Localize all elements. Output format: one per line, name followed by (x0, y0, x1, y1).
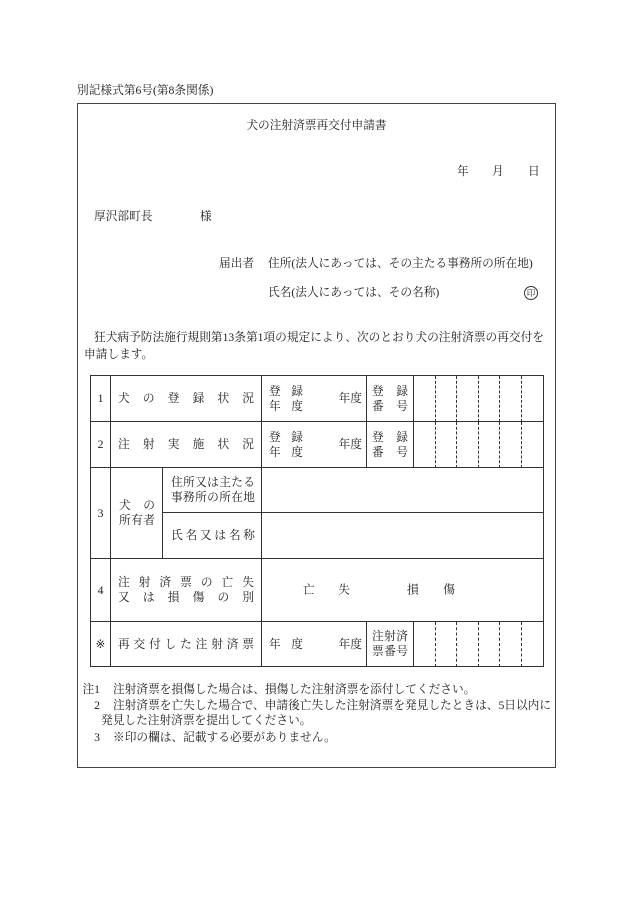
owner-label-line-1: 犬 の (119, 499, 155, 512)
owner-address-label-cell (163, 468, 262, 513)
vaccination-year-label-line-2: 年 度 (269, 445, 303, 459)
vaccination-year-field (309, 422, 367, 468)
owner-address-label-line-2: 事 務 所 の 所 在 地 (171, 491, 255, 504)
date-year-label: 年 (457, 165, 469, 178)
vaccination-status-label: 注 射 実 施 状 況 (118, 438, 254, 451)
registration-number-label-line-1: 登 録 (372, 384, 408, 398)
reissued-tag-label-cell (111, 622, 262, 667)
row-number: 4 (91, 559, 111, 622)
applicant-name-label: 氏名(法人にあっては、その名称) (268, 286, 440, 299)
reissued-tag-number-label-line-1: 注 射 済 (372, 630, 408, 643)
note-2-text-line-2: 発見した注射済票を提出してください。 (101, 714, 312, 727)
form-number: 別記様式第6号(第8条関係) (77, 84, 214, 97)
vaccination-year-label-line-1: 登 録 (269, 430, 303, 444)
date-month-label: 月 (492, 165, 504, 178)
owner-address-label-line-1: 住 所 又 は 主 た る (171, 476, 255, 489)
note-1-label: 注1 (82, 683, 100, 696)
owner-name-label-cell (163, 513, 262, 559)
applicant-label: 届出者 (219, 257, 255, 270)
vaccination-number-digit-box (522, 422, 544, 468)
reissued-tag-number-digit-box (457, 622, 479, 667)
body-text-line-2: 申請します。 (84, 348, 154, 361)
loss-or-damage-label-line-2: 又 は 損 傷 の 別 (118, 591, 254, 604)
registration-number-digit-box (500, 376, 522, 422)
loss-or-damage-label-line-1: 注 射 済 票 の 亡 失 (118, 576, 254, 589)
vaccination-year-suffix: 年度 (338, 438, 362, 451)
registration-number-digit-box (479, 376, 500, 422)
reissued-tag-label: 再 交 付 し た 注 射 済 票 (118, 637, 254, 651)
registration-number-digit-box (522, 376, 544, 422)
registration-status-label: 犬 の 登 録 状 況 (118, 392, 254, 405)
application-table (90, 375, 544, 667)
registration-number-digit-box (414, 376, 436, 422)
owner-address-field (262, 468, 544, 513)
row-number: ※ (91, 622, 111, 667)
row-number: 1 (91, 376, 111, 422)
reissued-tag-number-digit-box (414, 622, 436, 667)
reissued-tag-number-digit-box (500, 622, 522, 667)
loss-or-damage-field (262, 559, 544, 622)
form-title: 犬の注射済票再交付申請書 (246, 119, 387, 132)
reissued-year-label: 年 度 (269, 637, 303, 651)
registration-number-label-line-2: 番 号 (372, 399, 408, 413)
registration-year-suffix: 年度 (338, 392, 362, 405)
vaccination-number-label-line-1: 登 録 (372, 430, 408, 444)
reissued-tag-number-digit-box (436, 622, 457, 667)
row-number: 2 (91, 422, 111, 468)
registration-number-digit-box (457, 376, 479, 422)
vaccination-number-label-cell (367, 422, 414, 468)
registration-year-label-cell (262, 376, 309, 422)
registration-number-digit-box (436, 376, 457, 422)
addressee-honorific: 様 (200, 210, 212, 223)
note-3-text: ※印の欄は、記載する必要がありません。 (113, 731, 336, 744)
note-1-text: 注射済票を損傷した場合は、損傷した注射済票を添付してください。 (113, 683, 476, 696)
vaccination-number-digit-box (414, 422, 436, 468)
vaccination-number-digit-box (479, 422, 500, 468)
owner-label-cell (111, 468, 163, 559)
owner-name-field (262, 513, 544, 559)
reissued-tag-number-digit-box (522, 622, 544, 667)
owner-name-label: 氏 名 又 は 名 称 (171, 529, 255, 542)
registration-number-label-cell (367, 376, 414, 422)
reissued-year-field (309, 622, 367, 667)
reissued-tag-number-label-cell (367, 622, 414, 667)
vaccination-year-label-cell (262, 422, 309, 468)
registration-year-label-line-2: 年 度 (269, 399, 303, 413)
reissued-tag-number-label-line-2: 票 番 号 (372, 645, 408, 658)
registration-year-label-line-1: 登 録 (269, 384, 303, 398)
date-day-label: 日 (528, 165, 540, 178)
note-3-label: 3 (94, 731, 100, 744)
loss-or-damage-label-cell (111, 559, 262, 622)
seal-mark: 印 (524, 286, 538, 300)
registration-status-cell (111, 376, 262, 422)
reissued-tag-number-digit-box (479, 622, 500, 667)
vaccination-number-digit-box (500, 422, 522, 468)
option-damaged: 損 傷 (407, 583, 455, 597)
owner-label-line-2: 所 有 者 (119, 514, 155, 527)
registration-year-field (309, 376, 367, 422)
reissued-year-suffix: 年度 (338, 637, 362, 651)
reissued-year-label-cell (262, 622, 309, 667)
note-2-label: 2 (94, 699, 100, 712)
vaccination-status-cell (111, 422, 262, 468)
row-number: 3 (91, 468, 111, 559)
addressee-name: 厚沢部町長 (94, 210, 153, 223)
vaccination-number-digit-box (457, 422, 479, 468)
vaccination-number-digit-box (436, 422, 457, 468)
note-2-text-line-1: 注射済票を亡失した場合で、申請後亡失した注射済票を発見したときは、5日以内に (113, 699, 552, 712)
vaccination-number-label-line-2: 番 号 (372, 445, 408, 459)
applicant-address-label: 住所(法人にあっては、その主たる事務所の所在地) (268, 257, 533, 270)
body-text-line-1: 狂犬病予防法施行規則第13条第1項の規定により、次のとおり犬の注射済票の再交付を (94, 331, 544, 344)
option-lost: 亡 失 (303, 583, 350, 597)
